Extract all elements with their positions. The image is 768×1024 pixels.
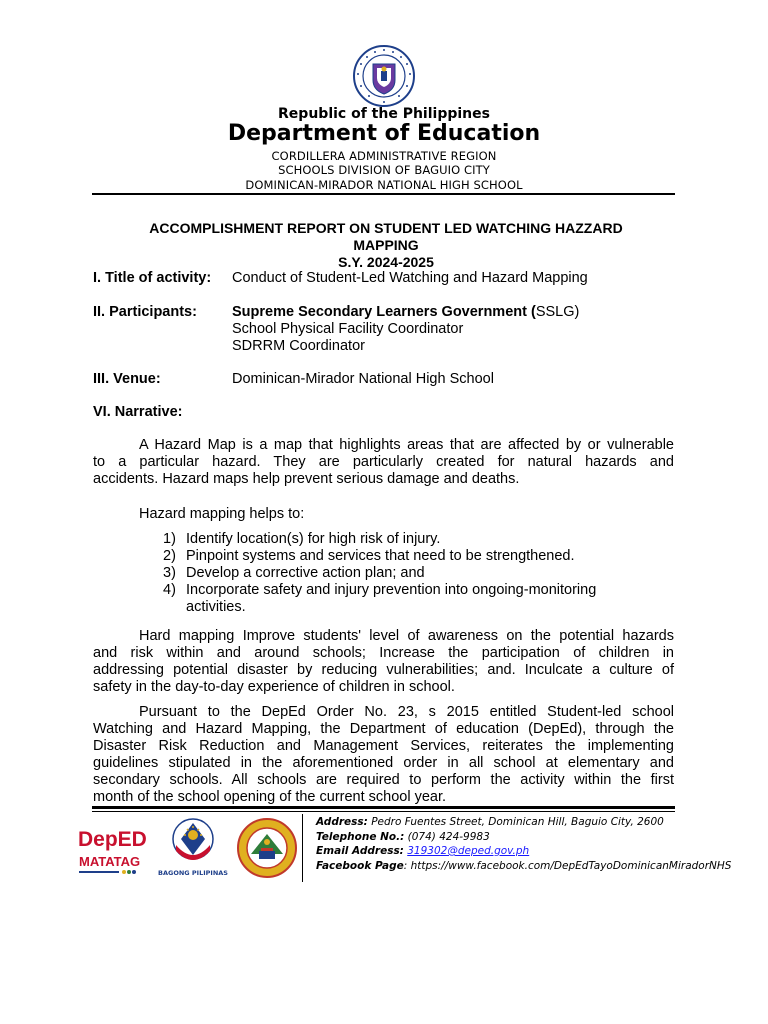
address-value: Pedro Fuentes Street, Dominican Hill, Baguio City, 2600 <box>371 816 664 828</box>
narrative-label: VI. Narrative: <box>93 404 183 420</box>
helps-list <box>163 531 643 616</box>
text-line: Watching and Hazard Mapping, the Department of education (DepEd), through the <box>93 721 674 737</box>
text-line: guidelines stipulated in the aforementioned order in all school at elementary and <box>93 755 674 771</box>
footer-vertical-divider <box>302 814 303 882</box>
list-item: 1) Identify location(s) for high risk of injury. <box>163 531 441 547</box>
deped-wordmark: DepED <box>78 828 147 851</box>
report-title-line2: MAPPING <box>353 237 419 253</box>
text-line: addressing potential disaster by reducing vulnerabilities; and. Inculcate a culture of <box>93 662 674 678</box>
telephone-label: Telephone No.: <box>316 831 405 843</box>
email-label: Email Address: <box>316 845 404 857</box>
participants-label: II. Participants: <box>93 304 197 320</box>
school-year: S.Y. 2024-2025 <box>338 254 434 270</box>
venue-label: III. Venue: <box>93 371 161 387</box>
participant-rest: SSLG) <box>535 304 580 320</box>
footer-divider-thick <box>92 806 675 809</box>
narrative-paragraph-2 <box>93 628 674 696</box>
republic-heading: Republic of the Philippines <box>278 106 490 122</box>
activity-label: I. Title of activity: <box>93 270 212 286</box>
participant-item <box>232 304 579 321</box>
narrative-label-row <box>93 404 182 421</box>
bagong-pilipinas-wordmark: BAGONG PILIPINAS <box>158 869 228 877</box>
deped-seal-logo <box>349 44 419 108</box>
report-title <box>92 220 680 271</box>
activity-label-row <box>93 270 211 287</box>
text-line: Disaster Risk Reduction and Management Services, reiterates the implementing <box>93 738 674 754</box>
school-heading: DOMINICAN-MIRADOR NATIONAL HIGH SCHOOL <box>245 178 523 192</box>
telephone-value: (074) 424-9983 <box>407 831 490 843</box>
facebook-label: Facebook Page <box>316 860 404 872</box>
matatag-wordmark: MATATAG <box>79 854 141 869</box>
list-item: 3) Develop a corrective action plan; and <box>163 565 425 581</box>
text-line: Hard mapping Improve students' level of awareness on the potential hazards <box>139 628 674 644</box>
school-seal-logo <box>237 818 297 878</box>
text-line: month of the school opening of the current school year. <box>93 789 447 805</box>
telephone-line <box>316 830 490 845</box>
text-line: Pursuant to the DepEd Order No. 23, s 2015 entitled Student-led school <box>139 704 674 720</box>
address-label: Address: <box>316 816 368 828</box>
participant-item: School Physical Facility Coordinator <box>232 321 464 337</box>
facebook-line <box>316 859 731 874</box>
report-title-line1: ACCOMPLISHMENT REPORT ON STUDENT LED WATCHING HAZZARD <box>149 220 623 236</box>
participant-bold: Supreme Secondary Learners Government ( <box>232 304 536 320</box>
text-line: secondary schools. All schools are required to perform the activity within the first <box>93 772 674 788</box>
region-heading: CORDILLERA ADMINISTRATIVE REGION <box>271 149 497 163</box>
narrative-paragraph-1 <box>93 437 674 488</box>
venue-label-row <box>93 371 161 388</box>
bagong-pilipinas-logo <box>158 815 228 877</box>
header-divider <box>92 193 675 195</box>
venue-value: Dominican-Mirador National High School <box>232 371 494 387</box>
email-link[interactable]: 319302@deped.gov.ph <box>407 845 530 857</box>
division-heading: SCHOOLS DIVISION OF BAGUIO CITY <box>278 163 490 177</box>
text-line: safety in the day-to-day experience of children in school. <box>93 679 455 695</box>
facebook-url[interactable]: : https://www.facebook.com/DepEdTayoDominicanMiradorNHS <box>403 860 732 872</box>
narrative-paragraph-3 <box>93 704 674 806</box>
footer-divider-thin <box>92 811 675 812</box>
list-item: 4) Incorporate safety and injury prevention into ongoing-monitoring activities. <box>163 582 597 615</box>
text-line: to a particular hazard. They are particularly created for natural hazards and <box>93 454 674 470</box>
activity-value: Conduct of Student-Led Watching and Hazard Mapping <box>232 270 588 286</box>
department-heading: Department of Education <box>227 121 541 146</box>
helps-intro: Hazard mapping helps to: <box>139 506 305 522</box>
deped-matatag-logo <box>77 820 149 880</box>
text-line: A Hazard Map is a map that highlights areas that are affected by or vulnerable <box>139 437 674 453</box>
email-line <box>316 844 529 859</box>
participants-label-row <box>93 304 197 321</box>
list-item: 2) Pinpoint systems and services that need to be strengthened. <box>163 548 575 564</box>
text-line: and risk within and around schools; Increase the participation of children in <box>93 645 674 661</box>
address-line <box>316 815 664 830</box>
text-line: accidents. Hazard maps help prevent serious damage and deaths. <box>93 471 520 487</box>
participant-item: SDRRM Coordinator <box>232 338 365 354</box>
